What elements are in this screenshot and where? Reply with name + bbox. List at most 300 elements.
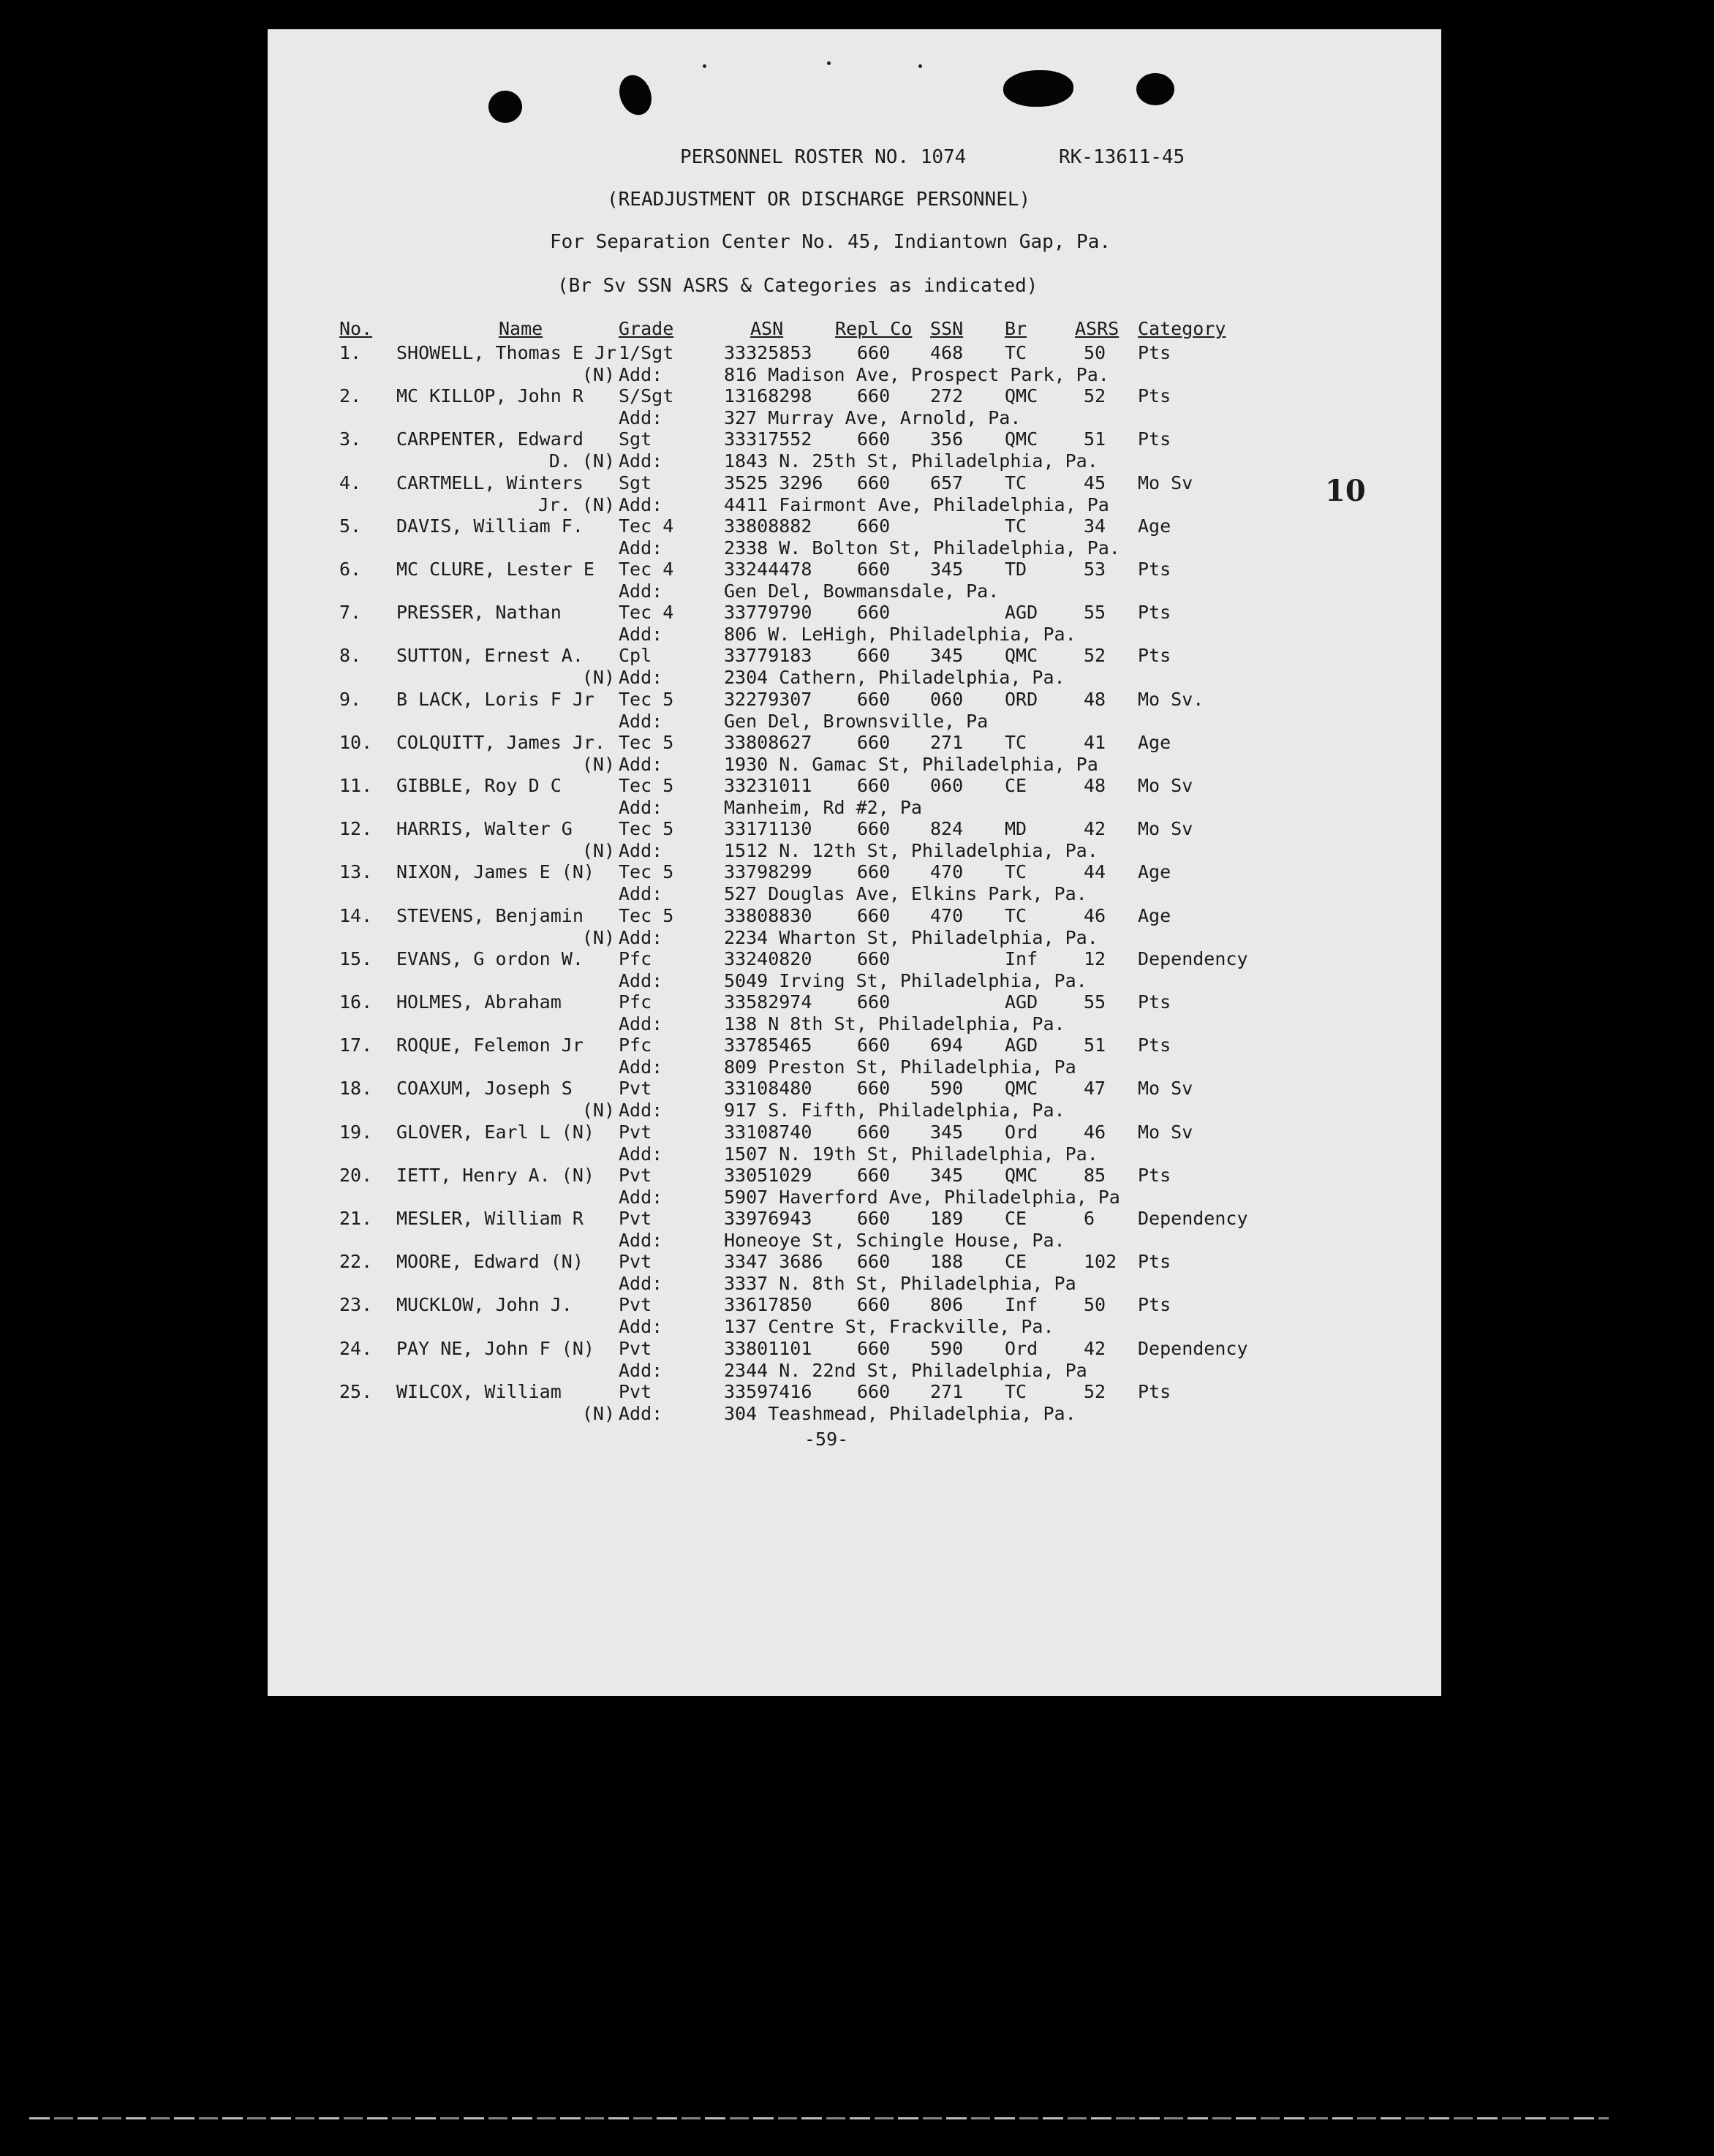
entry-name: MUCKLOW, John J. <box>396 1294 573 1316</box>
entry-number: 22. <box>339 1251 373 1273</box>
entry-number: 14. <box>339 904 373 926</box>
entry-ssn: 345 <box>930 1164 964 1186</box>
entry-name: MC CLURE, Lester E <box>396 559 594 580</box>
entry-category: Pts <box>1138 385 1171 407</box>
entry-grade: Pvt <box>619 1337 652 1359</box>
entry-grade: Tec 4 <box>619 515 674 537</box>
entry-category: Age <box>1138 515 1171 537</box>
entry-number: 16. <box>339 991 373 1013</box>
speck <box>918 64 922 68</box>
entry-branch: AGD <box>1005 1034 1038 1056</box>
entry-branch: QMC <box>1005 1164 1038 1186</box>
entry-ssn: 271 <box>930 1380 964 1402</box>
table-row <box>268 602 1441 646</box>
entry-address: 5907 Haverford Ave, Philadelphia, Pa <box>724 1186 1120 1208</box>
entry-address-label: Add: <box>619 1359 663 1381</box>
entry-address: 2338 W. Bolton St, Philadelphia, Pa. <box>724 537 1120 559</box>
entry-branch: TC <box>1005 1380 1027 1402</box>
entry-name: MOORE, Edward (N) <box>396 1251 584 1273</box>
entry-address-label: Add: <box>619 450 663 472</box>
entry-branch: TC <box>1005 861 1027 883</box>
entry-number: 1. <box>339 342 362 363</box>
entry-asn: 33808627 <box>724 731 812 753</box>
entry-ssn: 345 <box>930 645 964 667</box>
entry-number: 5. <box>339 515 362 537</box>
entry-branch: Inf <box>1005 1294 1038 1316</box>
entry-category: Pts <box>1138 1294 1171 1316</box>
entry-asrs: 85 <box>1084 1164 1106 1186</box>
entry-number: 19. <box>339 1121 373 1143</box>
entry-category: Mo Sv <box>1138 1121 1193 1143</box>
table-row <box>268 1294 1441 1338</box>
table-row <box>268 1251 1441 1295</box>
entry-name: B LACK, Loris F Jr <box>396 688 594 710</box>
column-br: Br <box>1005 318 1027 339</box>
entry-address-label: Add: <box>619 1056 663 1078</box>
entry-number: 15. <box>339 947 373 969</box>
entry-branch: TC <box>1005 515 1027 537</box>
entry-grade: Tec 5 <box>619 731 674 753</box>
entry-asn: 33779790 <box>724 602 812 624</box>
separation-center-line: For Separation Center No. 45, Indiantown Gap, Pa. <box>550 231 1111 253</box>
entry-asrs: 6 <box>1084 1208 1095 1229</box>
entry-repl-co: 660 <box>857 1380 891 1402</box>
entry-address-label: Add: <box>619 840 663 862</box>
entry-asrs: 55 <box>1084 602 1106 624</box>
entry-asrs: 55 <box>1084 991 1106 1013</box>
entry-name-continued: Jr. (N) <box>537 493 615 515</box>
entry-category: Mo Sv <box>1138 472 1193 493</box>
entry-repl-co: 660 <box>857 688 891 710</box>
column-category: Category <box>1138 318 1226 339</box>
entry-repl-co: 660 <box>857 861 891 883</box>
entry-name: COAXUM, Joseph S <box>396 1078 573 1100</box>
entry-address: 327 Murray Ave, Arnold, Pa. <box>724 407 1022 429</box>
entry-grade: Tec 5 <box>619 818 674 840</box>
entry-address: Gen Del, Bowmansdale, Pa. <box>724 580 1000 602</box>
entry-branch: CE <box>1005 1208 1027 1229</box>
entry-number: 8. <box>339 645 362 667</box>
entry-asrs: 52 <box>1084 385 1106 407</box>
entry-grade: Pvt <box>619 1078 652 1100</box>
entry-address-label: Add: <box>619 537 663 559</box>
entry-number: 17. <box>339 1034 373 1056</box>
entry-asrs: 34 <box>1084 515 1106 537</box>
entry-asrs: 46 <box>1084 904 1106 926</box>
entry-name-continued: (N) <box>581 667 615 689</box>
entry-asrs: 52 <box>1084 1380 1106 1402</box>
entry-asn: 33240820 <box>724 947 812 969</box>
entry-grade: Pvt <box>619 1121 652 1143</box>
entry-number: 6. <box>339 559 362 580</box>
entry-category: Dependency <box>1138 1337 1248 1359</box>
entry-category: Dependency <box>1138 1208 1248 1229</box>
entry-category: Mo Sv <box>1138 775 1193 796</box>
entry-ssn: 590 <box>930 1078 964 1100</box>
entry-asrs: 52 <box>1084 645 1106 667</box>
entry-grade: Pvt <box>619 1164 652 1186</box>
entry-name: GLOVER, Earl L (N) <box>396 1121 594 1143</box>
entry-asn: 33051029 <box>724 1164 812 1186</box>
entry-branch: QMC <box>1005 385 1038 407</box>
entry-asn: 33231011 <box>724 775 812 796</box>
roster-subtitle: (READJUSTMENT OR DISCHARGE PERSONNEL) <box>607 189 1031 211</box>
entry-category: Pts <box>1138 559 1171 580</box>
entry-branch: Ord <box>1005 1121 1038 1143</box>
entry-address-label: Add: <box>619 364 663 385</box>
speck <box>827 61 831 65</box>
entry-category: Pts <box>1138 428 1171 450</box>
entry-category: Dependency <box>1138 947 1248 969</box>
entry-name-continued: (N) <box>581 364 615 385</box>
entry-name: SHOWELL, Thomas E Jr <box>396 342 617 363</box>
entry-grade: Pvt <box>619 1380 652 1402</box>
entry-name: HARRIS, Walter G <box>396 818 573 840</box>
entry-repl-co: 660 <box>857 1337 891 1359</box>
table-row <box>268 645 1441 689</box>
entry-grade: Tec 5 <box>619 861 674 883</box>
entry-address-label: Add: <box>619 797 663 818</box>
entry-number: 23. <box>339 1294 373 1316</box>
entry-grade: Sgt <box>619 472 652 493</box>
side-page-mark: 10 <box>1325 474 1366 508</box>
entry-asrs: 42 <box>1084 1337 1106 1359</box>
entry-category: Age <box>1138 904 1171 926</box>
punch-hole <box>488 91 522 123</box>
entry-address-label: Add: <box>619 493 663 515</box>
entry-ssn: 806 <box>930 1294 964 1316</box>
entry-address-label: Add: <box>619 1186 663 1208</box>
entry-number: 9. <box>339 688 362 710</box>
entry-address: 5049 Irving St, Philadelphia, Pa. <box>724 969 1087 991</box>
entry-ssn: 188 <box>930 1251 964 1273</box>
entry-name: PRESSER, Nathan <box>396 602 562 624</box>
entry-grade: Tec 4 <box>619 602 674 624</box>
table-row <box>268 559 1441 602</box>
entry-grade: Cpl <box>619 645 652 667</box>
entry-number: 18. <box>339 1078 373 1100</box>
entry-name-continued: (N) <box>581 753 615 775</box>
entry-grade: Pfc <box>619 1034 652 1056</box>
entry-ssn: 272 <box>930 385 964 407</box>
entry-name: CARTMELL, Winters <box>396 472 584 493</box>
entry-address-label: Add: <box>619 1013 663 1034</box>
entry-asn: 33582974 <box>724 991 812 1013</box>
entry-number: 21. <box>339 1208 373 1229</box>
entry-number: 11. <box>339 775 373 796</box>
entry-name: COLQUITT, James Jr. <box>396 731 605 753</box>
table-row <box>268 1164 1441 1208</box>
entry-asn: 33317552 <box>724 428 812 450</box>
entry-asn: 33808882 <box>724 515 812 537</box>
entry-grade: Tec 5 <box>619 904 674 926</box>
entry-asrs: 42 <box>1084 818 1106 840</box>
entry-asrs: 50 <box>1084 1294 1106 1316</box>
entry-address-label: Add: <box>619 1273 663 1295</box>
table-row <box>268 1034 1441 1078</box>
punch-hole <box>1136 73 1174 105</box>
entry-asn: 33617850 <box>724 1294 812 1316</box>
entry-asn: 33108480 <box>724 1078 812 1100</box>
entry-address-label: Add: <box>619 926 663 948</box>
table-row <box>268 428 1441 472</box>
entry-repl-co: 660 <box>857 904 891 926</box>
table-row <box>268 775 1441 818</box>
entry-asn: 3525 3296 <box>724 472 823 493</box>
entry-asrs: 48 <box>1084 688 1106 710</box>
table-row <box>268 515 1441 559</box>
entry-ssn: 345 <box>930 1121 964 1143</box>
table-row <box>268 1078 1441 1122</box>
entry-repl-co: 660 <box>857 428 891 450</box>
entry-name: NIXON, James E (N) <box>396 861 594 883</box>
column-no: No. <box>339 318 373 339</box>
entry-grade: Tec 4 <box>619 559 674 580</box>
film-edge <box>29 2117 1609 2119</box>
entry-repl-co: 660 <box>857 1078 891 1100</box>
entry-ssn: 271 <box>930 731 964 753</box>
entry-number: 7. <box>339 602 362 624</box>
entry-address-label: Add: <box>619 624 663 646</box>
entry-asrs: 102 <box>1084 1251 1117 1273</box>
entry-branch: AGD <box>1005 602 1038 624</box>
page-number: -59- <box>804 1429 849 1450</box>
entry-asn: 32279307 <box>724 688 812 710</box>
table-row <box>268 861 1441 905</box>
entry-ssn: 356 <box>930 428 964 450</box>
entry-branch: MD <box>1005 818 1027 840</box>
entry-address-label: Add: <box>619 407 663 429</box>
entry-branch: ORD <box>1005 688 1038 710</box>
entry-asn: 33785465 <box>724 1034 812 1056</box>
entry-repl-co: 660 <box>857 1034 891 1056</box>
entry-grade: Tec 5 <box>619 688 674 710</box>
entry-address: 1843 N. 25th St, Philadelphia, Pa. <box>724 450 1098 472</box>
entry-asn: 33976943 <box>724 1208 812 1229</box>
entry-address-label: Add: <box>619 1143 663 1165</box>
table-row <box>268 1121 1441 1165</box>
entry-address: 1512 N. 12th St, Philadelphia, Pa. <box>724 840 1098 862</box>
entry-address-label: Add: <box>619 1100 663 1122</box>
entry-address-label: Add: <box>619 1316 663 1338</box>
entry-branch: AGD <box>1005 991 1038 1013</box>
entry-ssn: 590 <box>930 1337 964 1359</box>
entry-category: Mo Sv. <box>1138 688 1204 710</box>
entry-asn: 33801101 <box>724 1337 812 1359</box>
entry-address: 809 Preston St, Philadelphia, Pa <box>724 1056 1076 1078</box>
entry-repl-co: 660 <box>857 991 891 1013</box>
entry-grade: Sgt <box>619 428 652 450</box>
entry-repl-co: 660 <box>857 947 891 969</box>
entry-name: HOLMES, Abraham <box>396 991 562 1013</box>
entry-address: 138 N 8th St, Philadelphia, Pa. <box>724 1013 1065 1034</box>
entry-repl-co: 660 <box>857 515 891 537</box>
categories-note: (Br Sv SSN ASRS & Categories as indicated) <box>557 275 1038 297</box>
column-asn: ASN <box>750 318 784 339</box>
entry-ssn: 657 <box>930 472 964 493</box>
entry-address: Gen Del, Brownsville, Pa <box>724 710 989 732</box>
entry-address-label: Add: <box>619 753 663 775</box>
column-ssn: SSN <box>930 318 964 339</box>
entry-category: Pts <box>1138 602 1171 624</box>
entry-grade: Pvt <box>619 1251 652 1273</box>
table-row <box>268 342 1441 385</box>
entry-number: 2. <box>339 385 362 407</box>
entry-address-label: Add: <box>619 710 663 732</box>
table-row <box>268 1208 1441 1251</box>
entry-asrs: 48 <box>1084 775 1106 796</box>
entry-address-label: Add: <box>619 969 663 991</box>
entry-name: WILCOX, William <box>396 1380 562 1402</box>
entry-ssn: 189 <box>930 1208 964 1229</box>
entry-name: GIBBLE, Roy D C <box>396 775 562 796</box>
column-name: Name <box>499 318 543 339</box>
reference-number: RK-13611-45 <box>1059 146 1185 168</box>
entry-address: Manheim, Rd #2, Pa <box>724 797 922 818</box>
entry-asrs: 12 <box>1084 947 1106 969</box>
table-row <box>268 947 1441 991</box>
entry-asn: 33597416 <box>724 1380 812 1402</box>
entry-number: 24. <box>339 1337 373 1359</box>
entry-number: 25. <box>339 1380 373 1402</box>
entry-name: ROQUE, Felemon Jr <box>396 1034 584 1056</box>
entry-repl-co: 660 <box>857 818 891 840</box>
entry-ssn: 694 <box>930 1034 964 1056</box>
entry-ssn: 824 <box>930 818 964 840</box>
entry-ssn: 470 <box>930 904 964 926</box>
entry-name: PAY NE, John F (N) <box>396 1337 594 1359</box>
entry-asrs: 51 <box>1084 428 1106 450</box>
entry-name: DAVIS, William F. <box>396 515 584 537</box>
entry-asrs: 45 <box>1084 472 1106 493</box>
entry-asrs: 44 <box>1084 861 1106 883</box>
entry-name: SUTTON, Ernest A. <box>396 645 584 667</box>
entry-asrs: 46 <box>1084 1121 1106 1143</box>
entry-address-label: Add: <box>619 667 663 689</box>
roster-title: PERSONNEL ROSTER NO. 1074 <box>680 146 967 168</box>
entry-ssn: 060 <box>930 688 964 710</box>
entry-branch: Inf <box>1005 947 1038 969</box>
entry-name-continued: (N) <box>581 1100 615 1122</box>
entry-repl-co: 660 <box>857 775 891 796</box>
entry-asn: 33108740 <box>724 1121 812 1143</box>
entry-category: Mo Sv <box>1138 818 1193 840</box>
entry-asn: 33808830 <box>724 904 812 926</box>
entry-branch: TC <box>1005 731 1027 753</box>
entry-address: 137 Centre St, Frackville, Pa. <box>724 1316 1054 1338</box>
entry-repl-co: 660 <box>857 385 891 407</box>
entry-address: 2344 N. 22nd St, Philadelphia, Pa <box>724 1359 1087 1381</box>
entry-category: Age <box>1138 731 1171 753</box>
entry-category: Pts <box>1138 1164 1171 1186</box>
table-row <box>268 385 1441 429</box>
entry-address: 527 Douglas Ave, Elkins Park, Pa. <box>724 883 1087 905</box>
entry-category: Pts <box>1138 342 1171 363</box>
entry-name-continued: (N) <box>581 1402 615 1424</box>
entry-name: IETT, Henry A. (N) <box>396 1164 594 1186</box>
entry-number: 3. <box>339 428 362 450</box>
entry-address: Honeoye St, Schingle House, Pa. <box>724 1230 1065 1251</box>
entry-repl-co: 660 <box>857 1121 891 1143</box>
entry-grade: Pvt <box>619 1208 652 1229</box>
entry-branch: QMC <box>1005 428 1038 450</box>
entry-number: 4. <box>339 472 362 493</box>
table-row <box>268 731 1441 775</box>
entry-branch: TD <box>1005 559 1027 580</box>
entry-name: MC KILLOP, John R <box>396 385 584 407</box>
column-grade: Grade <box>619 318 674 339</box>
document-page <box>268 29 1441 1696</box>
entry-address: 816 Madison Ave, Prospect Park, Pa. <box>724 364 1109 385</box>
entry-name: MESLER, William R <box>396 1208 584 1229</box>
entry-grade: Pfc <box>619 947 652 969</box>
entry-category: Mo Sv <box>1138 1078 1193 1100</box>
entry-asrs: 51 <box>1084 1034 1106 1056</box>
entry-name: STEVENS, Benjamin <box>396 904 584 926</box>
column-repl-co: Repl Co <box>835 318 913 339</box>
entry-asrs: 41 <box>1084 731 1106 753</box>
entry-category: Age <box>1138 861 1171 883</box>
entry-grade: S/Sgt <box>619 385 674 407</box>
entry-asn: 3347 3686 <box>724 1251 823 1273</box>
entry-branch: TC <box>1005 472 1027 493</box>
entry-address: 2304 Cathern, Philadelphia, Pa. <box>724 667 1065 689</box>
entry-asn: 33244478 <box>724 559 812 580</box>
entry-grade: 1/Sgt <box>619 342 674 363</box>
entry-asrs: 50 <box>1084 342 1106 363</box>
entry-category: Pts <box>1138 1034 1171 1056</box>
entry-name-continued: (N) <box>581 840 615 862</box>
entry-grade: Pfc <box>619 991 652 1013</box>
entry-number: 13. <box>339 861 373 883</box>
table-row <box>268 904 1441 948</box>
entry-branch: Ord <box>1005 1337 1038 1359</box>
entry-branch: CE <box>1005 1251 1027 1273</box>
entry-branch: CE <box>1005 775 1027 796</box>
entry-name-continued: D. (N) <box>548 450 615 472</box>
entry-address: 1507 N. 19th St, Philadelphia, Pa. <box>724 1143 1098 1165</box>
entry-branch: QMC <box>1005 1078 1038 1100</box>
entry-asn: 33779183 <box>724 645 812 667</box>
entry-asn: 13168298 <box>724 385 812 407</box>
entry-branch: TC <box>1005 904 1027 926</box>
entry-repl-co: 660 <box>857 1164 891 1186</box>
entry-ssn: 470 <box>930 861 964 883</box>
entry-asrs: 47 <box>1084 1078 1106 1100</box>
entry-repl-co: 660 <box>857 472 891 493</box>
entry-ssn: 060 <box>930 775 964 796</box>
entry-address-label: Add: <box>619 580 663 602</box>
entry-repl-co: 660 <box>857 645 891 667</box>
punch-hole <box>1003 70 1073 107</box>
speck <box>703 64 706 68</box>
entry-asn: 33798299 <box>724 861 812 883</box>
table-row <box>268 818 1441 862</box>
table-row <box>268 472 1441 515</box>
entry-number: 20. <box>339 1164 373 1186</box>
punch-hole <box>614 71 657 120</box>
entry-address-label: Add: <box>619 1230 663 1251</box>
entry-repl-co: 660 <box>857 342 891 363</box>
entry-asn: 33171130 <box>724 818 812 840</box>
entry-repl-co: 660 <box>857 602 891 624</box>
table-row <box>268 1337 1441 1381</box>
entry-category: Pts <box>1138 1251 1171 1273</box>
entry-address: 917 S. Fifth, Philadelphia, Pa. <box>724 1100 1065 1122</box>
entry-number: 10. <box>339 731 373 753</box>
entry-branch: TC <box>1005 342 1027 363</box>
entry-branch: QMC <box>1005 645 1038 667</box>
